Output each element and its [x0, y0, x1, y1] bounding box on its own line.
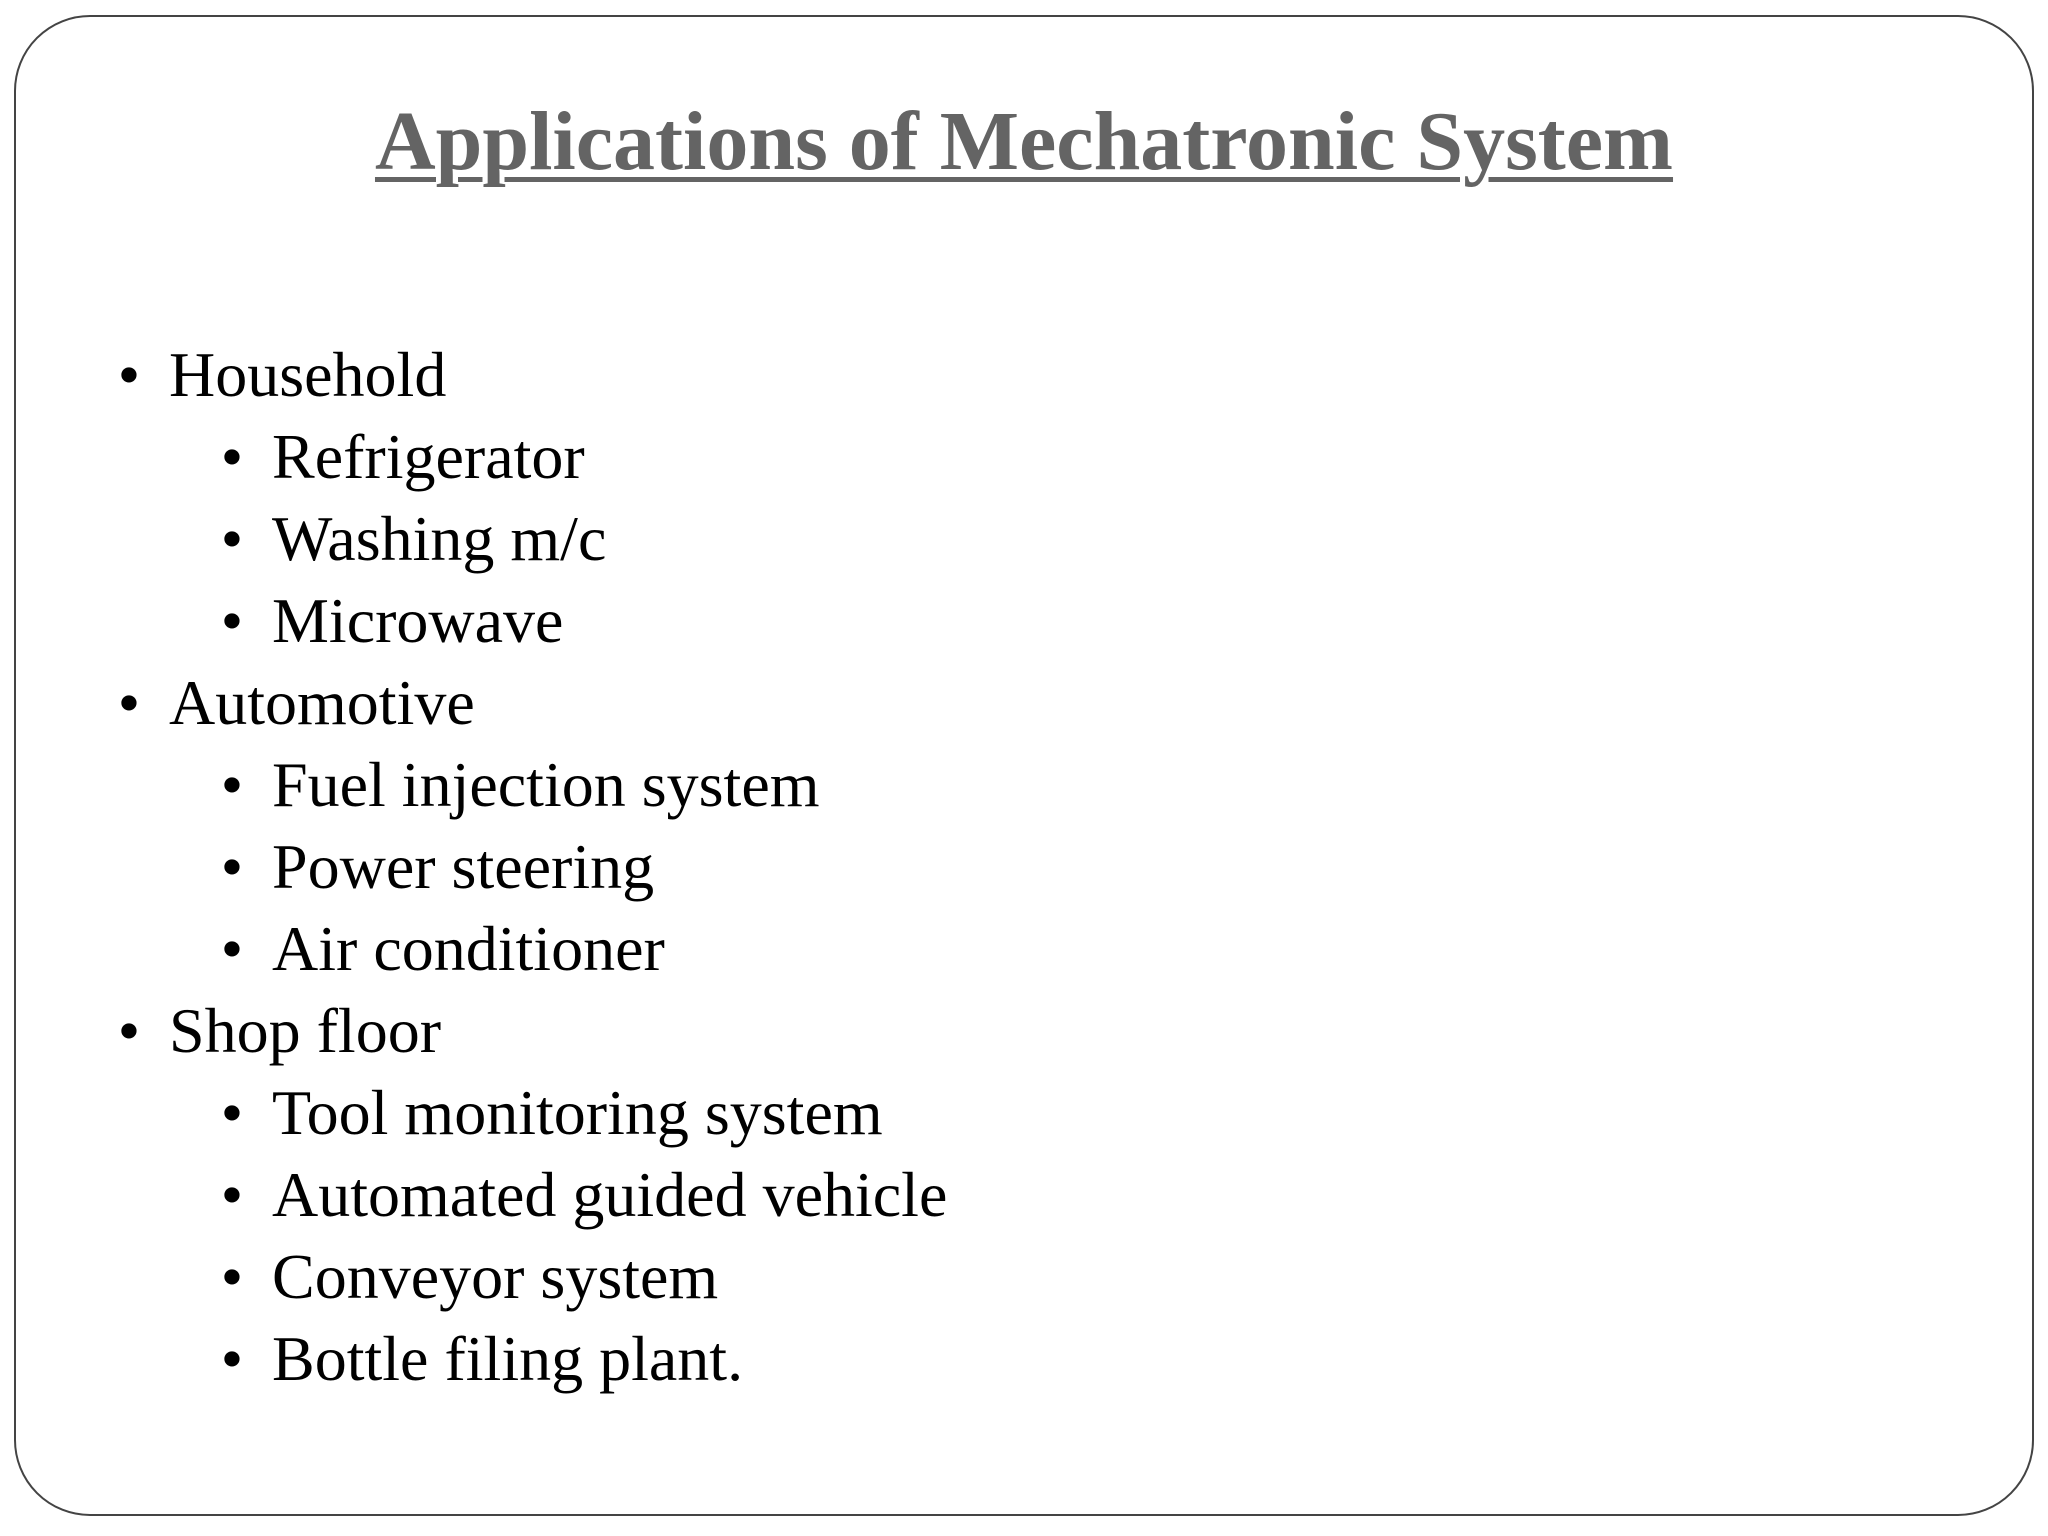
bullet-item-agv	[220, 1155, 948, 1235]
bullet-item-power-steering	[220, 827, 655, 907]
bullet-item-microwave	[220, 581, 564, 661]
bullet-item-bottle-filing	[220, 1319, 744, 1399]
bullet-icon: •	[220, 503, 244, 574]
bullet-item-washing	[220, 499, 607, 579]
bullet-icon: •	[220, 1323, 244, 1394]
bullet-icon: •	[220, 749, 244, 820]
bullet-text: Microwave	[272, 585, 564, 656]
bullet-icon: •	[220, 913, 244, 984]
bullet-item-conveyor	[220, 1237, 719, 1317]
bullet-text: Washing m/c	[272, 503, 607, 574]
bullet-item-shop-floor	[117, 991, 441, 1071]
bullet-text: Conveyor system	[272, 1241, 719, 1312]
bullet-text: Shop floor	[169, 995, 441, 1066]
bullet-icon: •	[220, 831, 244, 902]
bullet-text: Automotive	[169, 667, 475, 738]
bullet-icon: •	[220, 1159, 244, 1230]
bullet-text: Power steering	[272, 831, 655, 902]
bullet-icon: •	[220, 585, 244, 656]
slide-frame	[14, 15, 2034, 1516]
bullet-text: Automated guided vehicle	[272, 1159, 948, 1230]
bullet-item-tool-monitoring	[220, 1073, 883, 1153]
bullet-item-household	[117, 335, 447, 415]
bullet-icon: •	[117, 995, 141, 1066]
bullet-item-air-conditioner	[220, 909, 665, 989]
bullet-icon: •	[220, 1241, 244, 1312]
bullet-text: Household	[169, 339, 447, 410]
bullet-icon: •	[220, 1077, 244, 1148]
bullet-item-fuel-injection	[220, 745, 820, 825]
bullet-icon: •	[117, 667, 141, 738]
bullet-icon: •	[220, 421, 244, 492]
bullet-text: Refrigerator	[272, 421, 585, 492]
bullet-item-refrigerator	[220, 417, 585, 497]
bullet-icon: •	[117, 339, 141, 410]
bullet-text: Bottle filing plant.	[272, 1323, 744, 1394]
bullet-text: Fuel injection system	[272, 749, 820, 820]
bullet-item-automotive	[117, 663, 475, 743]
bullet-text: Air conditioner	[272, 913, 665, 984]
slide-title: Applications of Mechatronic System	[374, 95, 1674, 188]
bullet-text: Tool monitoring system	[272, 1077, 883, 1148]
